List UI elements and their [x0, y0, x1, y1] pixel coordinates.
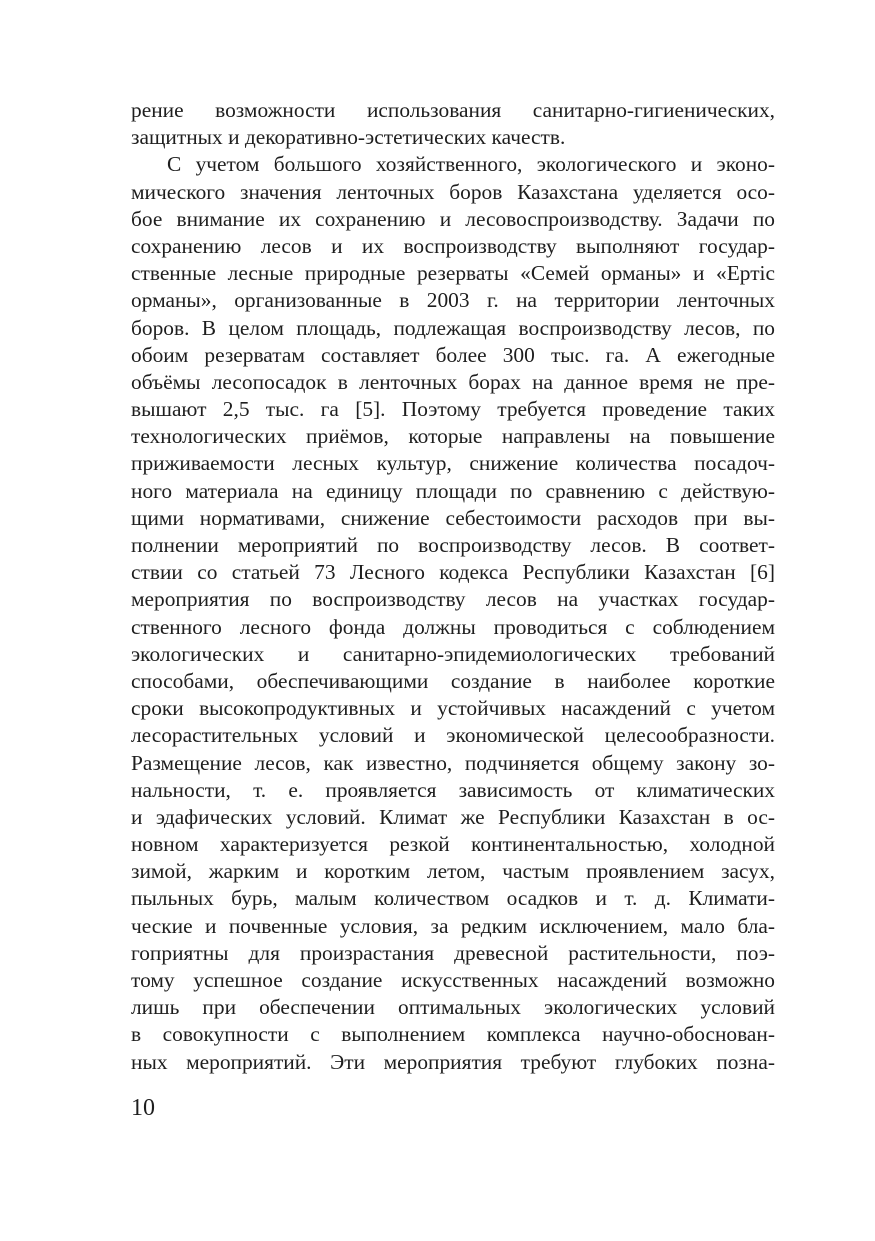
page-number: 10 [131, 1095, 155, 1121]
text-line: защитных и декоративно-эстетических качеств. [131, 125, 566, 150]
paragraph [131, 151, 775, 1075]
text-line: ческие и почвенные условия, за редким исключением, мало бла- [131, 913, 775, 938]
text-line: объёмы лесопосадок в ленточных борах на данное время не пре- [131, 369, 775, 394]
text-line: боров. В целом площадь, подлежащая воспроизводству лесов, по [131, 315, 775, 340]
text-line: полнении мероприятий по воспроизводству лесов. В соответ- [131, 533, 775, 557]
text-line: ствии со статьей 73 Лесного кодекса Республики Казахстан [6] [131, 560, 775, 585]
text-line: в совокупности с выполнением комплекса научно-обоснован- [131, 1022, 775, 1047]
text-line: С учетом большого хозяйственного, экологического и эконо- [167, 152, 775, 177]
text-line: экологических и санитарно-эпидемиологических требований [131, 641, 775, 666]
text-line: вышают 2,5 тыс. га [5]. Поэтому требуется проведение таких [131, 397, 775, 422]
text-line: технологических приёмов, которые направлены на повышение [131, 424, 775, 449]
text-line: бое внимание их сохранению и лесовоспроизводству. Задачи по [131, 206, 775, 231]
text-line: лесорастительных условий и экономической целесообразности. [131, 723, 775, 748]
text-line: пыльных бурь, малым количеством осадков и т. д. Климати- [131, 886, 775, 911]
text-line: новном характеризуется резкой континентальностью, холодной [131, 832, 775, 857]
text-line: и эдафических условий. Климат же Республики Казахстан в ос- [131, 804, 775, 829]
text-line: рение возможности использования санитарно-гигиенических, [131, 98, 775, 122]
text-line: гоприятны для произрастания древесной растительности, поэ- [131, 940, 775, 965]
page-body [131, 97, 775, 1076]
text-line: щими нормативами, снижение себестоимости расходов при вы- [131, 505, 775, 530]
text-line: тому успешное создание искусственных насаждений возможно [131, 968, 775, 992]
text-line: Размещение лесов, как известно, подчиняется общему закону зо- [131, 750, 775, 775]
text-line: приживаемости лесных культур, снижение количества посадоч- [131, 451, 775, 476]
text-line: мероприятия по воспроизводству лесов на участках государ- [131, 587, 775, 612]
text-line: орманы», организованные в 2003 г. на территории ленточных [131, 288, 775, 313]
text-line: нальности, т. е. проявляется зависимость от климатических [131, 777, 775, 802]
text-line: сохранению лесов и их воспроизводству выполняют государ- [131, 233, 775, 258]
text-line: ственного лесного фонда должны проводиться с соблюдением [131, 614, 775, 639]
text-line: способами, обеспечивающими создание в наиболее короткие [131, 668, 775, 693]
text-line: ственные лесные природные резерваты «Семей орманы» и «Ертіс [131, 261, 775, 286]
text-line: ного материала на единицу площади по сравнению с действую- [131, 478, 775, 503]
text-line: мического значения ленточных боров Казахстана уделяется осо- [131, 179, 775, 204]
text-line: зимой, жарким и коротким летом, частым проявлением засух, [131, 859, 775, 884]
text-line: лишь при обеспечении оптимальных экологических условий [131, 995, 775, 1020]
text-line: ных мероприятий. Эти мероприятия требуют глубоких позна- [131, 1049, 775, 1074]
text-line: обоим резерватам составляет более 300 тыс. га. А ежегодные [131, 342, 775, 367]
paragraph [131, 97, 775, 151]
text-line: сроки высокопродуктивных и устойчивых насаждений с учетом [131, 696, 775, 721]
